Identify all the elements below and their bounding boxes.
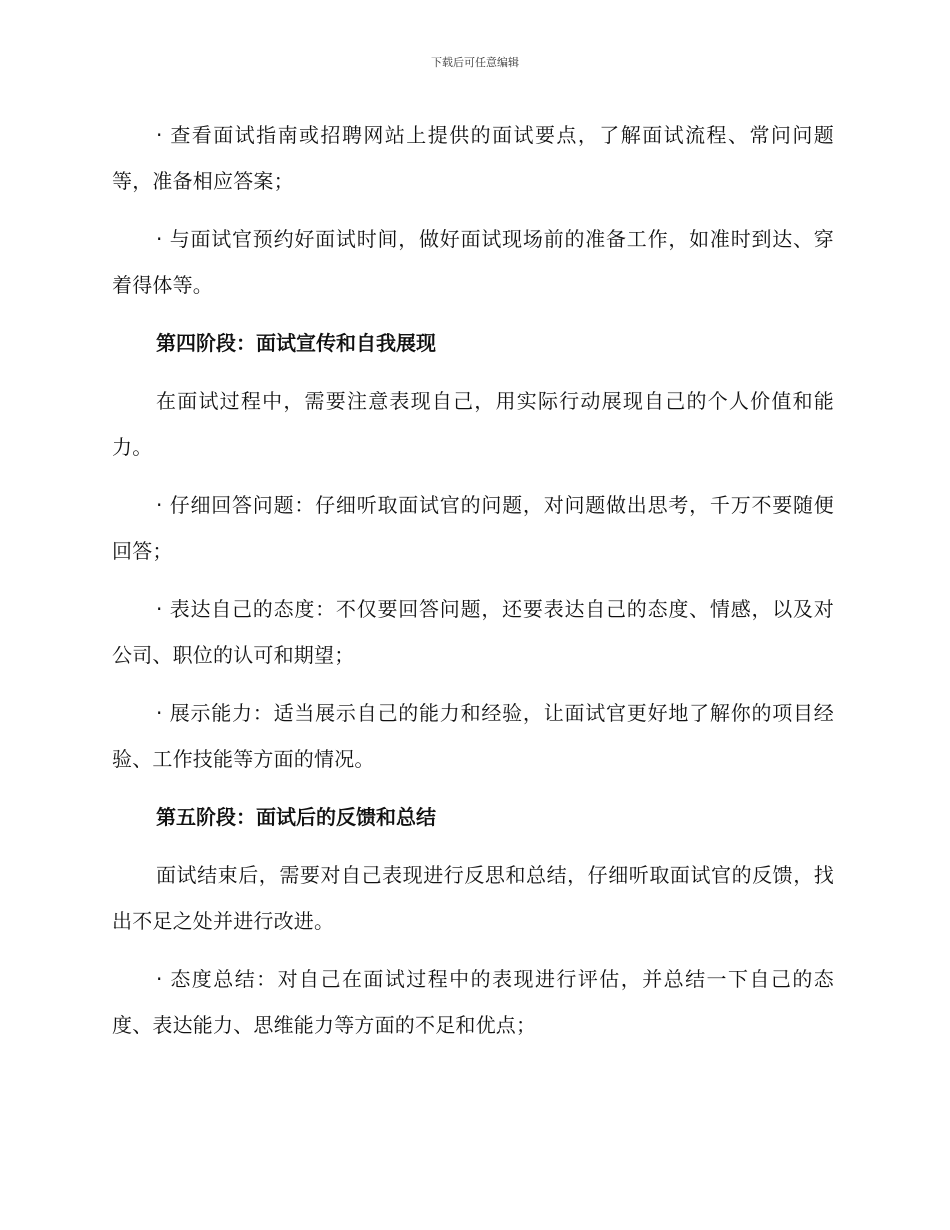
- bullet-paragraph: · 与面试官预约好面试时间，做好面试现场前的准备工作，如准时到达、穿着得体等。: [112, 227, 834, 297]
- bullet-paragraph: · 展示能力：适当展示自己的能力和经验，让面试官更好地了解你的项目经验、工作技能等方面的情况。: [112, 701, 834, 771]
- document-body: [112, 112, 834, 1060]
- bullet-paragraph: · 态度总结：对自己在面试过程中的表现进行评估，并总结一下自己的态度、表达能力、思维能力等方面的不足和优点；: [112, 967, 834, 1037]
- bullet-paragraph: · 仔细回答问题：仔细听取面试官的问题，对问题做出思考，千万不要随便回答；: [112, 493, 834, 563]
- section-heading: 第五阶段：面试后的反馈和总结: [156, 805, 436, 829]
- bullet-paragraph: · 查看面试指南或招聘网站上提供的面试要点，了解面试流程、常问问题等，准备相应答案；: [112, 123, 834, 193]
- bullet-paragraph: · 表达自己的态度：不仅要回答问题，还要表达自己的态度、情感，以及对公司、职位的认可和期望；: [112, 597, 834, 667]
- page-header: 下载后可任意编辑: [431, 56, 519, 69]
- section-heading: 第四阶段：面试宣传和自我展现: [156, 331, 436, 355]
- body-paragraph: 面试结束后，需要对自己表现进行反思和总结，仔细听取面试官的反馈，找出不足之处并进行改进。: [112, 863, 834, 933]
- body-paragraph: 在面试过程中，需要注意表现自己，用实际行动展现自己的个人价值和能力。: [112, 389, 834, 459]
